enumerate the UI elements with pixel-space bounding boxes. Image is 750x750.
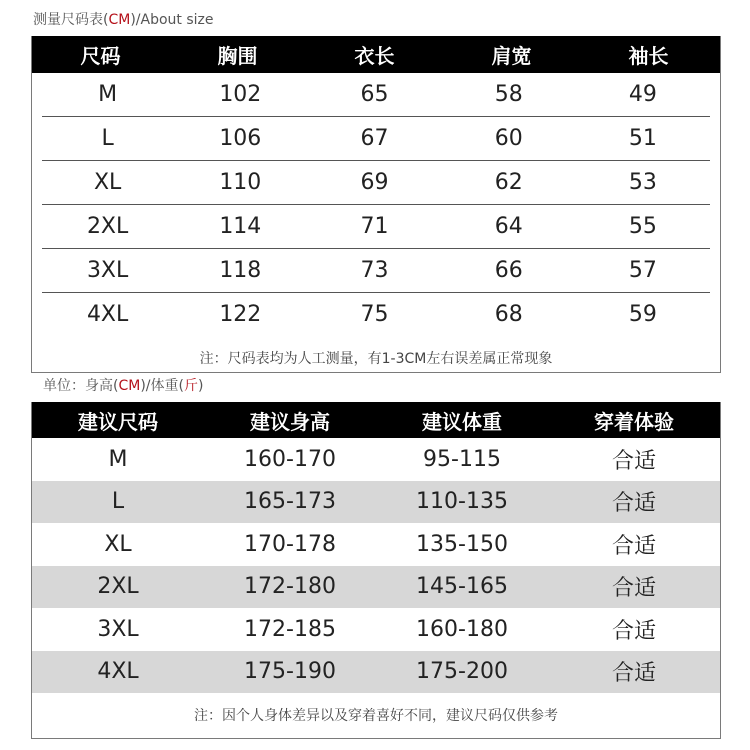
table-row (32, 608, 720, 651)
table-row (32, 566, 720, 609)
cell: XL (104, 531, 132, 557)
table-row (32, 481, 720, 524)
cell: 合适 (611, 576, 656, 602)
unit-caption (43, 375, 203, 395)
cell: 73 (360, 258, 389, 283)
cell: 165-173 (244, 489, 336, 515)
cell: 57 (628, 258, 657, 283)
cell: 3XL (86, 258, 129, 283)
cell: 170-178 (244, 531, 336, 557)
header-recommend-height: 建议身高 (250, 409, 330, 434)
caption-suffix: )/About size (130, 12, 214, 28)
header-length: 衣长 (354, 44, 395, 68)
cell: 60 (494, 126, 523, 151)
caption-unit: CM (108, 12, 131, 28)
cell: 145-165 (416, 574, 508, 600)
unit-prefix: 单位：身高( (43, 378, 119, 394)
table-row (42, 205, 710, 249)
recommend-header (32, 402, 720, 438)
cell: L (101, 126, 114, 151)
table-row (42, 249, 710, 293)
cell: 合适 (611, 533, 656, 559)
cell: 175-200 (416, 659, 508, 685)
cell: 合适 (611, 491, 656, 517)
size-chart-table (31, 36, 721, 373)
cell: 114 (219, 214, 262, 239)
cell: 53 (628, 170, 657, 195)
cell: 69 (360, 170, 389, 195)
table-row (32, 523, 720, 566)
cell: 合适 (611, 448, 656, 474)
header-recommend-weight: 建议体重 (422, 409, 502, 434)
table-row (42, 73, 710, 117)
cell: M (108, 446, 128, 472)
cell: 122 (219, 302, 262, 327)
cell: 67 (360, 126, 389, 151)
cell: 51 (628, 126, 657, 151)
cell: 49 (628, 82, 657, 107)
size-chart-note: 注：尺码表均为人工测量，有1-3CM左右误差属正常现象 (199, 351, 553, 367)
cell: 合适 (611, 661, 656, 687)
cell: 118 (219, 258, 262, 283)
cell: 合适 (611, 618, 656, 644)
cell: 65 (360, 82, 389, 107)
unit-height: CM (118, 378, 141, 394)
recommend-note: 注：因个人身体差异以及穿着喜好不同，建议尺码仅供参考 (194, 708, 558, 724)
table-row (32, 438, 720, 481)
table-row (42, 117, 710, 161)
cell: 95-115 (423, 446, 501, 472)
cell: 175-190 (244, 659, 336, 685)
recommend-table (31, 402, 721, 739)
header-shoulder: 肩宽 (491, 44, 532, 68)
cell: 2XL (86, 214, 129, 239)
cell: L (111, 489, 125, 515)
cell: 172-185 (244, 616, 336, 642)
cell: 110 (219, 170, 262, 195)
cell: 4XL (86, 302, 129, 327)
cell: 2XL (97, 574, 139, 600)
cell: 102 (219, 82, 262, 107)
cell: 110-135 (416, 489, 508, 515)
cell: 4XL (97, 659, 139, 685)
size-chart-caption (33, 9, 214, 29)
table-row (42, 161, 710, 205)
header-chest: 胸围 (217, 44, 258, 68)
unit-weight: 斤 (183, 378, 198, 394)
size-chart-header (32, 36, 720, 73)
cell: 64 (494, 214, 523, 239)
cell: 55 (628, 214, 657, 239)
cell: 160-180 (416, 616, 508, 642)
header-sleeve: 袖长 (628, 44, 669, 68)
cell: 68 (494, 302, 523, 327)
header-size: 尺码 (80, 44, 121, 68)
cell: 75 (360, 302, 389, 327)
header-fit: 穿着体验 (594, 409, 674, 434)
cell: 3XL (97, 616, 139, 642)
cell: XL (93, 170, 122, 195)
cell: 59 (628, 302, 657, 327)
cell: M (98, 82, 118, 107)
header-recommend-size: 建议尺码 (78, 409, 158, 434)
cell: 58 (494, 82, 523, 107)
unit-suffix: ) (197, 378, 204, 394)
cell: 106 (219, 126, 262, 151)
cell: 135-150 (416, 531, 508, 557)
table-row (42, 293, 710, 336)
table-row (32, 651, 720, 694)
cell: 66 (494, 258, 523, 283)
cell: 71 (360, 214, 389, 239)
cell: 160-170 (244, 446, 336, 472)
unit-middle: )/体重( (140, 378, 184, 394)
cell: 172-180 (244, 574, 336, 600)
cell: 62 (494, 170, 523, 195)
caption-prefix: 测量尺码表( (33, 12, 109, 28)
